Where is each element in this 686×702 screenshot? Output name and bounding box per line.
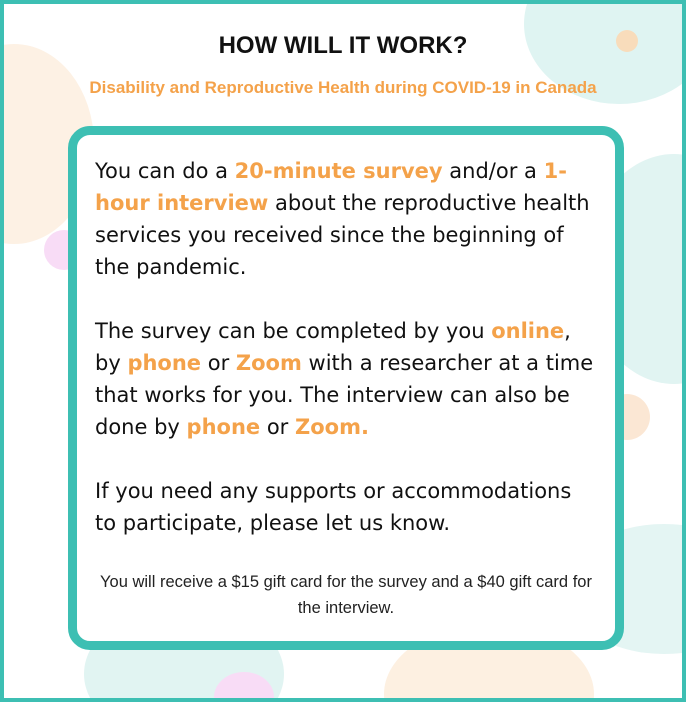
paragraph-completion-methods [95,315,597,443]
highlight-zoom: Zoom. [294,415,369,439]
text-segment: or [260,415,295,439]
paragraph-participation-options [95,155,597,283]
text-segment: with a researcher at a time that works for you. The interview can also be done by [95,351,594,439]
highlight-interview-duration: 1-hour interview [95,159,567,215]
paragraph-accommodations: If you need any supports or accommodations to participate, please let us know. [95,479,572,535]
gift-card-note: You will receive a $15 gift card for the survey and a $40 gift card for the interview. [100,573,592,617]
highlight-online: online [491,319,565,343]
highlight-phone: phone [186,415,261,439]
page-title: HOW WILL IT WORK? [218,32,468,59]
text-segment: and/or a [442,159,544,183]
text-segment: You can do a [95,159,235,183]
text-segment: , by [95,319,571,375]
page-subtitle: Disability and Reproductive Health during COVID-19 in Canada [89,78,597,97]
info-card [68,126,624,650]
highlight-zoom: Zoom [235,351,302,375]
text-segment: about the reproductive health services you received since the beginning of the pandemic. [95,191,590,279]
highlight-survey-duration: 20-minute survey [234,159,443,183]
text-segment: The survey can be completed by you [95,319,492,343]
text-segment: or [201,351,236,375]
highlight-phone: phone [127,351,202,375]
